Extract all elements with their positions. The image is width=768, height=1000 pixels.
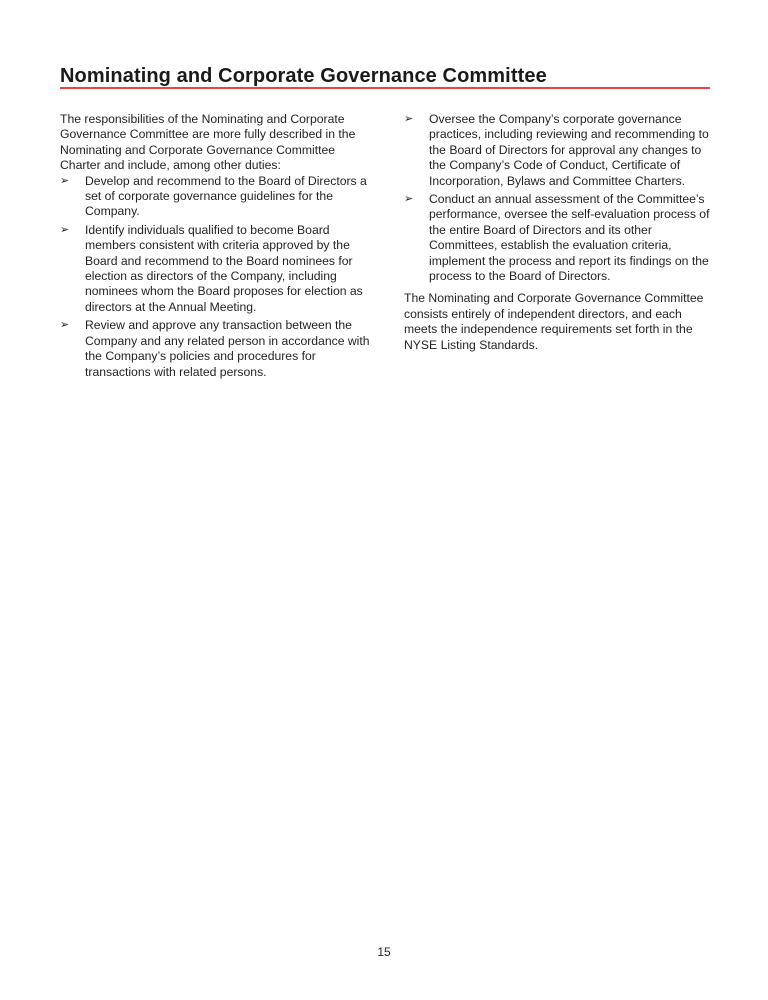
list-item [60, 318, 370, 380]
arrowhead-icon: ➢ [60, 174, 70, 187]
page-title: Nominating and Corporate Governance Committee [60, 65, 547, 87]
title-underline-rule [60, 87, 710, 89]
list-item-text: Identify individuals qualified to become Board members consistent with criteria approved by the Board and recommend to the Board nominees for election as directors of the Company, including nominees whom the Board proposes for election as directors at the Annual Meeting. [85, 222, 363, 314]
intro-paragraph: The responsibilities of the Nominating and Corporate Governance Committee are more fully described in the Nominating and Corporate Governance Committee Charter and include, among other duties: [60, 112, 356, 173]
arrowhead-icon: ➢ [404, 193, 414, 206]
left-column [60, 112, 370, 383]
list-item-text: Review and approve any transaction between the Company and any related person in accordance with the Company’s policies and procedures for transactions with related persons. [85, 318, 370, 379]
list-item-text: Oversee the Company’s corporate governance practices, including reviewing and recommending to the Board of Directors for approval any changes to the Company’s Code of Conduct, Certificate of Incorporation, Bylaws and Committee Charters. [429, 112, 709, 188]
list-item-text: Conduct an annual assessment of the Committee’s performance, oversee the self-evaluation process of the entire Board of Directors and its other Committees, establish the evaluation criteria, implement the process and report its findings on the process to the Board of Directors. [429, 192, 710, 284]
closing-paragraph: The Nominating and Corporate Governance Committee consists entirely of independent directors, and each meets the independence requirements set forth in the NYSE Listing Standards. [404, 291, 704, 352]
list-item [404, 192, 716, 284]
duties-list-right [404, 112, 716, 284]
list-item-text: Develop and recommend to the Board of Directors a set of corporate governance guidelines for the Company. [85, 173, 367, 219]
arrowhead-icon: ➢ [60, 319, 70, 332]
duties-list-left [60, 174, 370, 380]
list-item [404, 112, 716, 189]
arrowhead-icon: ➢ [60, 223, 70, 236]
list-item [60, 223, 370, 315]
arrowhead-icon: ➢ [404, 113, 414, 125]
page-number: 15 [377, 945, 391, 959]
right-column [404, 112, 716, 353]
list-item [60, 174, 370, 220]
